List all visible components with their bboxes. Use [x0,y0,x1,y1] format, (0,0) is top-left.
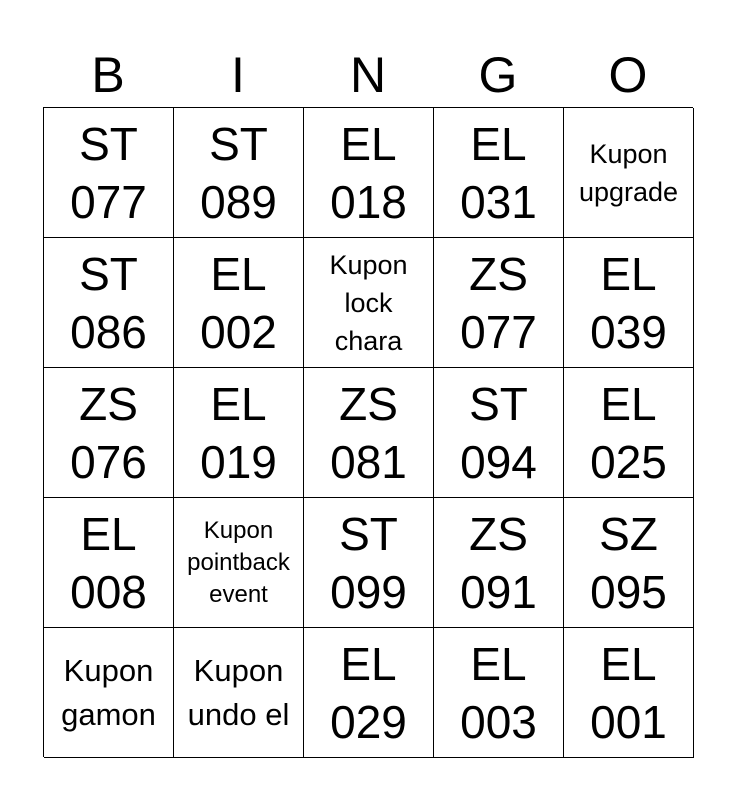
bingo-cell[interactable] [44,368,174,498]
bingo-cell[interactable] [174,108,304,238]
bingo-cell[interactable] [304,628,434,758]
bingo-cell-text: SZ 095 [590,507,667,618]
bingo-cell-text: ST 089 [200,117,277,228]
bingo-cell-text: ST 099 [330,507,407,618]
bingo-cell-text: ST 077 [70,117,147,228]
bingo-cell[interactable] [434,498,564,628]
bingo-cell[interactable] [44,108,174,238]
bingo-cell-text: EL 001 [590,637,667,748]
bingo-cell[interactable] [434,108,564,238]
bingo-cell-text: ZS 076 [70,377,147,488]
bingo-cell[interactable] [434,368,564,498]
bingo-cell-text: Kupon undo el [187,652,290,732]
bingo-cell[interactable] [564,108,694,238]
bingo-cell-text: Kupon gamon [61,652,156,732]
bingo-cell[interactable] [564,628,694,758]
bingo-cell[interactable] [564,238,694,368]
bingo-cell-text: Kupon pointback event [187,516,290,608]
header-letter-i: I [231,47,245,103]
bingo-grid [43,107,693,757]
bingo-cell-text: EL 003 [460,637,537,748]
bingo-cell[interactable] [304,108,434,238]
header-letter-b: B [91,47,125,103]
bingo-cell[interactable] [174,628,304,758]
bingo-cell[interactable] [44,498,174,628]
bingo-cell-text: ZS 077 [460,247,537,358]
header-letter-g: G [478,47,518,103]
bingo-cell-text: EL 025 [590,377,667,488]
bingo-cell[interactable] [174,368,304,498]
bingo-cell[interactable] [434,628,564,758]
bingo-cell-text: EL 018 [330,117,407,228]
bingo-cell-text: EL 002 [200,247,277,358]
bingo-cell-text: ST 094 [460,377,537,488]
bingo-cell[interactable] [304,498,434,628]
bingo-cell-text: EL 031 [460,117,537,228]
bingo-cell-text: ZS 081 [330,377,407,488]
bingo-cell-text: EL 039 [590,247,667,358]
bingo-cell-text: EL 019 [200,377,277,488]
bingo-cell[interactable] [304,238,434,368]
bingo-cell[interactable] [174,238,304,368]
header-letter-n: N [349,47,387,103]
bingo-cell-text: ST 086 [70,247,147,358]
bingo-cell[interactable] [564,368,694,498]
bingo-cell-text: ZS 091 [460,507,537,618]
bingo-cell-text: Kupon upgrade [578,138,679,207]
bingo-cell[interactable] [304,368,434,498]
bingo-cell-text: EL 008 [70,507,147,618]
bingo-header [43,44,693,106]
bingo-cell[interactable] [174,498,304,628]
bingo-cell-text: Kupon lock chara [329,249,408,356]
bingo-cell[interactable] [434,238,564,368]
bingo-cell[interactable] [564,498,694,628]
bingo-cell[interactable] [44,628,174,758]
bingo-cell-text: EL 029 [330,637,407,748]
bingo-cell[interactable] [44,238,174,368]
header-letter-o: O [608,47,648,103]
